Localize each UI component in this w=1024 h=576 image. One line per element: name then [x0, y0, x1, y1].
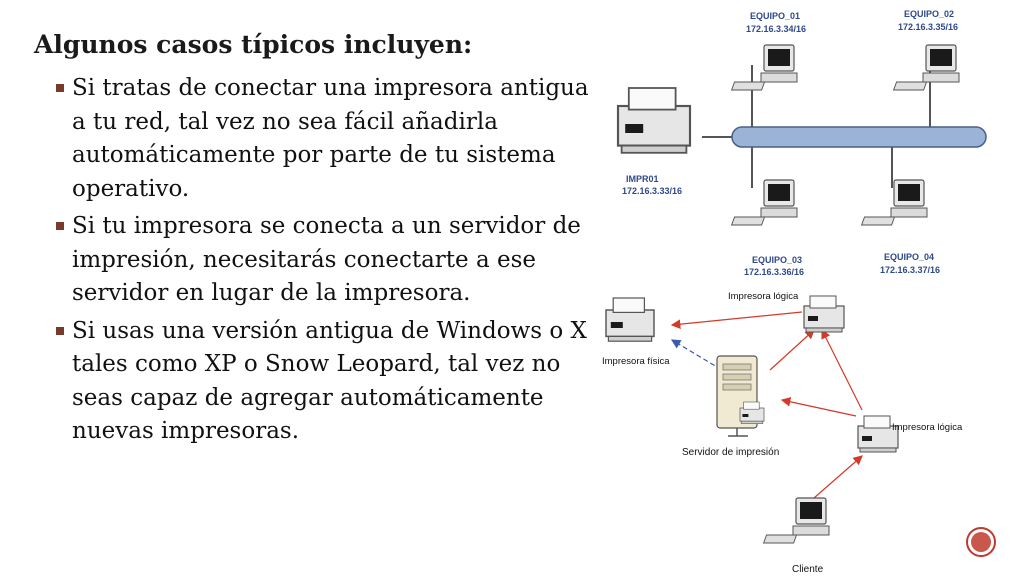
equipo-01-computer-icon [732, 45, 797, 90]
equipo-04-name: EQUIPO_04 [884, 252, 935, 262]
slide-title: Algunos casos típicos incluyen: [34, 30, 473, 59]
print-server-connections [672, 312, 862, 498]
print-server-tower-icon [717, 356, 764, 436]
equipo-03-name: EQUIPO_03 [752, 255, 803, 265]
client-label: Cliente [792, 564, 824, 575]
physical-printer-icon [606, 298, 654, 341]
equipo-02-ip: 172.16.3.35/16 [898, 22, 959, 32]
physical-printer-label: Impresora física [602, 356, 670, 367]
bullet-list [56, 72, 596, 453]
equipo-01-ip: 172.16.3.34/16 [746, 24, 807, 34]
page-number-badge [967, 528, 995, 556]
bullet-text-3: Si usas una versión antigua de Windows o X tales como XP o Snow Leopard, tal vez no seas capaz de agregar automáticamente nuevas impresoras. [72, 317, 587, 444]
logical-printer-top-icon [804, 296, 844, 332]
client-computer-icon [764, 498, 829, 543]
equipo-03-ip: 172.16.3.36/16 [744, 267, 805, 277]
equipo-03-computer-icon [732, 180, 797, 225]
network-diagram [592, 0, 1024, 576]
print-server-label: Servidor de impresión [682, 447, 780, 458]
bullet-square-icon [56, 222, 64, 230]
bullet-square-icon [56, 84, 64, 92]
bullet-square-icon [56, 327, 64, 335]
equipo-02-name: EQUIPO_02 [904, 9, 955, 19]
equipo-02-computer-icon [894, 45, 959, 90]
bullet-text-1: Si tratas de conectar una impresora antigua a tu red, tal vez no sea fácil añadirla automáticamente por parte de tu sistema operativo. [72, 75, 589, 202]
bullet-item-3 [56, 315, 596, 449]
bullet-item-1 [56, 72, 596, 206]
equipo-04-ip: 172.16.3.37/16 [880, 265, 941, 275]
equipo-01-name: EQUIPO_01 [750, 11, 801, 21]
bullet-text-2: Si tu impresora se conecta a un servidor de impresión, necesitarás conectarte a ese servidor en lugar de la impresora. [72, 213, 581, 306]
impr01-name: IMPR01 [626, 174, 659, 184]
logical-printer-top-label: Impresora lógica [728, 291, 799, 302]
logical-printer-right-label: Impresora lógica [892, 422, 963, 433]
bullet-item-2 [56, 210, 596, 311]
impr01-printer-icon [618, 88, 690, 153]
equipo-04-computer-icon [862, 180, 927, 225]
impr01-ip: 172.16.3.33/16 [622, 186, 683, 196]
